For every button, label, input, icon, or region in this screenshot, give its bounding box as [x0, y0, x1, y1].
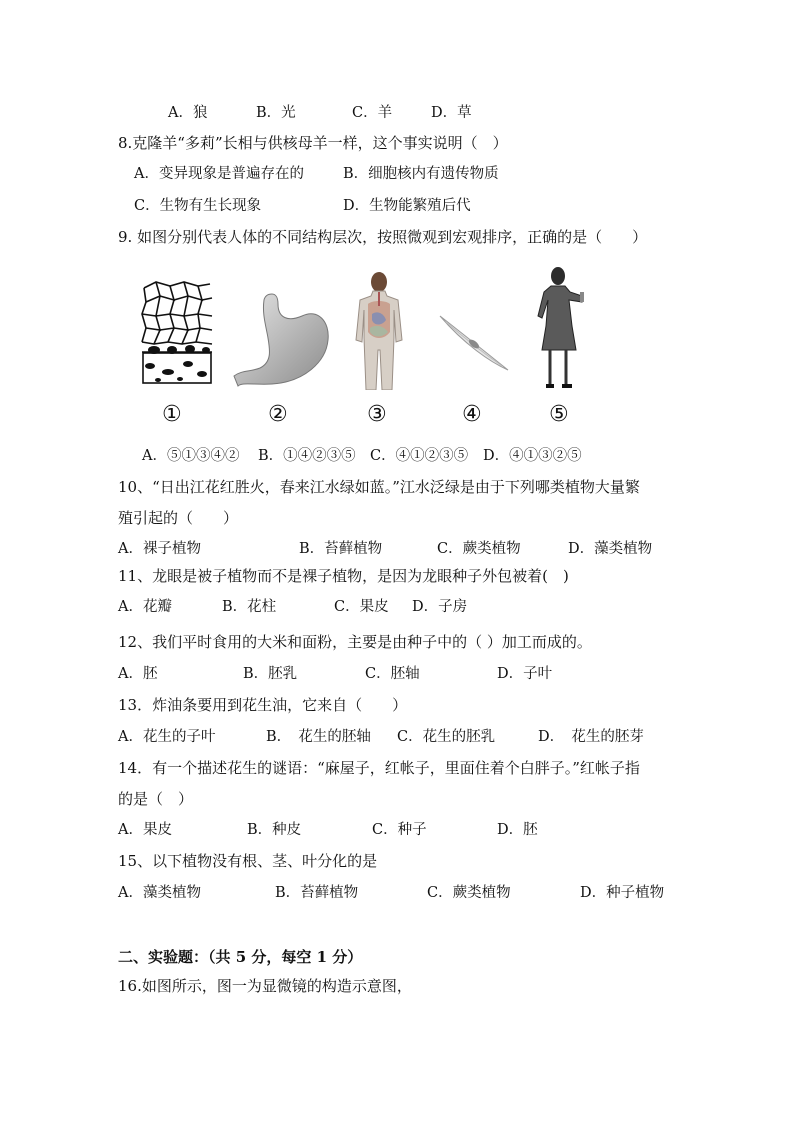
q11-option-a: A．花瓣 [118, 599, 172, 615]
q15-stem: 15、以下植物没有根、茎、叶分化的是 [118, 852, 378, 870]
q15-option-d: D．种子植物 [580, 885, 665, 901]
q10-stem-line2: 殖引起的（ ） [118, 509, 239, 527]
q8-option-a: A．变异现象是普遍存在的 [134, 166, 304, 182]
q13-option-d: D． 花生的胚芽 [538, 729, 644, 745]
stomach-icon [232, 292, 332, 390]
q14-stem-line1: 14．有一个描述花生的谜语：“麻屋子，红帐子，里面住着个白胖子。”红帐子指 [118, 759, 640, 777]
q13-stem: 13．炸油条要用到花生油，它来自（ ） [118, 696, 408, 714]
q13-option-c: C．花生的胚乳 [397, 729, 496, 745]
q7-option-d: D．草 [431, 105, 472, 121]
figure-label-3: ③ [367, 402, 387, 427]
q13-option-b: B． 花生的胚轴 [266, 729, 371, 745]
q14-stem-line2: 的是（ ） [118, 790, 194, 808]
q10-option-d: D．藻类植物 [568, 541, 653, 557]
organ-system-body-icon [354, 270, 404, 390]
q11-stem: 11、龙眼是被子植物而不是裸子植物，是因为龙眼种子外包被着( ) [118, 567, 569, 585]
q7-option-b: B．光 [256, 105, 296, 121]
q10-option-b: B．苔藓植物 [299, 541, 383, 557]
q8-option-c: C．生物有生长现象 [134, 198, 262, 214]
figure-label-2: ② [268, 402, 288, 427]
q8-option-d: D．生物能繁殖后代 [343, 198, 471, 214]
human-figure-icon [536, 266, 586, 394]
figure-label-4: ④ [462, 402, 482, 427]
figure-label-5: ⑤ [549, 402, 569, 427]
q9-stem: 9. 如图分别代表人体的不同结构层次，按照微观到宏观排序，正确的是（ ） [118, 228, 648, 246]
q15-option-a: A．藻类植物 [118, 885, 201, 901]
tissue-cells-icon [140, 280, 214, 386]
q12-stem: 12、我们平时食用的大米和面粉，主要是由种子中的（ ）加工而成的。 [118, 633, 592, 651]
q13-option-a: A．花生的子叶 [118, 729, 216, 745]
figure-label-1: ① [162, 402, 182, 427]
q11-option-d: D．子房 [412, 599, 468, 615]
q12-option-c: C．胚轴 [365, 666, 420, 682]
q7-option-a: A．狼 [168, 105, 208, 121]
q10-option-c: C．蕨类植物 [437, 541, 521, 557]
q16-stem: 16.如图所示，图一为显微镜的构造示意图， [118, 977, 412, 995]
q15-option-c: C．蕨类植物 [427, 885, 511, 901]
q9-option-d: D．④①③②⑤ [483, 448, 582, 464]
q9-option-c: C．④①②③⑤ [370, 448, 469, 464]
q11-option-c: C．果皮 [334, 599, 389, 615]
q8-stem: 8.克隆羊“多莉”长相与供核母羊一样，这个事实说明（ ） [118, 134, 508, 152]
section-2-title: 二、实验题：（共 5 分，每空 1 分） [118, 948, 363, 966]
q9-option-a: A．⑤①③④② [142, 448, 240, 464]
q10-option-a: A．裸子植物 [118, 541, 201, 557]
q14-option-d: D．胚 [497, 822, 538, 838]
q12-option-b: B．胚乳 [243, 666, 298, 682]
q12-option-a: A．胚 [118, 666, 158, 682]
muscle-cell-icon [438, 312, 510, 374]
q7-option-c: C．羊 [352, 105, 393, 121]
q14-option-a: A．果皮 [118, 822, 172, 838]
q14-option-c: C．种子 [372, 822, 427, 838]
q14-option-b: B．种皮 [247, 822, 302, 838]
q12-option-d: D．子叶 [497, 666, 553, 682]
q9-option-b: B．①④②③⑤ [258, 448, 356, 464]
q15-option-b: B．苔藓植物 [275, 885, 359, 901]
q11-option-b: B．花柱 [222, 599, 277, 615]
q10-stem-line1: 10、“日出江花红胜火，春来江水绿如蓝。”江水泛绿是由于下列哪类植物大量繁 [118, 478, 640, 496]
q8-option-b: B．细胞核内有遗传物质 [343, 166, 499, 182]
